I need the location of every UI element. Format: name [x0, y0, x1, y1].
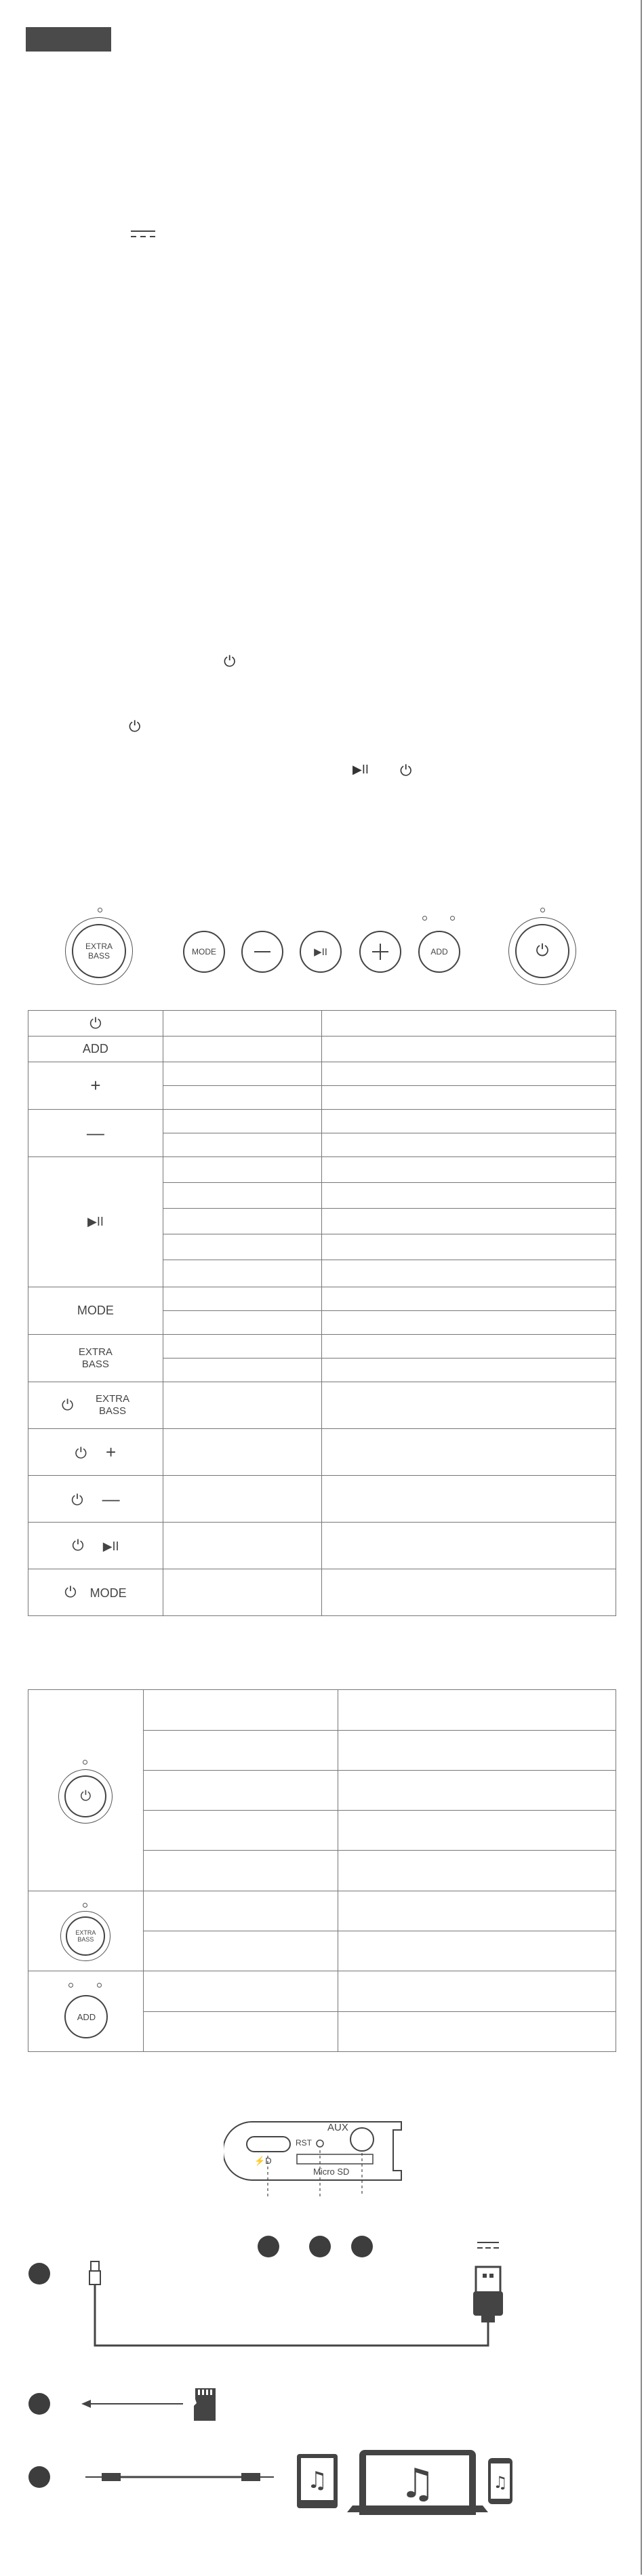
extra-bass-label-1: EXTRA — [75, 1929, 96, 1936]
table-row — [28, 1891, 616, 1931]
table-row — [28, 1287, 616, 1311]
table-cell-button — [28, 1891, 144, 1971]
table-cell — [321, 1157, 616, 1183]
aux-label: AUX — [327, 2122, 348, 2133]
table-cell — [321, 1569, 616, 1616]
play-pause-icon: ▶II — [314, 946, 327, 958]
play-pause-button[interactable] — [300, 931, 342, 973]
table-cell — [338, 1971, 616, 2012]
extra-bass-button[interactable] — [72, 924, 126, 978]
led-indicator-table — [28, 1689, 616, 2052]
table-cell — [143, 1731, 338, 1771]
table-cell — [338, 1771, 616, 1811]
table-cell — [321, 1359, 616, 1382]
micro-sd-insert-diagram — [81, 2383, 230, 2423]
play-pause-icon: ▶II — [353, 763, 369, 776]
table-cell-button — [28, 1157, 163, 1287]
indicator-led — [450, 916, 455, 921]
table-cell-button — [28, 1429, 163, 1476]
table-cell-button — [28, 1690, 144, 1891]
power-icon: ⏻ — [400, 762, 412, 779]
table-row — [28, 1690, 616, 1731]
table-cell-button — [28, 1037, 163, 1062]
table-cell-button — [28, 1382, 163, 1429]
table-cell — [321, 1382, 616, 1429]
table-cell — [321, 1234, 616, 1260]
add-button[interactable] — [418, 931, 460, 973]
plus-icon: + — [90, 1075, 101, 1095]
table-cell — [163, 1037, 321, 1062]
play-pause-icon: ▶II — [102, 1539, 119, 1553]
table-row — [28, 1523, 616, 1569]
plus-icon — [372, 944, 388, 960]
table-cell — [338, 1811, 616, 1851]
indicator-led — [83, 1903, 87, 1908]
table-cell — [338, 1690, 616, 1731]
plus-icon: + — [106, 1441, 117, 1462]
usb-charging-diagram — [81, 2237, 515, 2359]
table-cell — [338, 1731, 616, 1771]
table-cell — [338, 1931, 616, 1971]
rst-label: RST — [296, 2138, 312, 2148]
table-cell — [163, 1476, 321, 1523]
extra-bass-button-diagram — [66, 1916, 105, 1956]
table-cell — [163, 1011, 321, 1037]
plus-button[interactable] — [359, 931, 401, 973]
table-row — [28, 1429, 616, 1476]
mode-button[interactable] — [183, 931, 225, 973]
play-pause-icon: ▶II — [87, 1215, 104, 1228]
svg-text:♫: ♫ — [493, 2473, 508, 2492]
table-cell — [143, 1690, 338, 1731]
table-cell — [321, 1183, 616, 1209]
extra-bass-label-1: EXTRA — [85, 942, 113, 951]
indicator-led — [83, 1760, 87, 1765]
step-marker-3 — [28, 2466, 50, 2488]
table-cell — [163, 1260, 321, 1287]
table-row — [28, 1382, 616, 1429]
table-row — [28, 1062, 616, 1086]
table-cell — [143, 1891, 338, 1931]
power-icon: ⏻ — [72, 1537, 84, 1554]
connection-panel-diagram — [224, 2115, 414, 2196]
table-cell-button — [28, 1971, 144, 2052]
power-icon: ⏻ — [75, 1444, 87, 1462]
dc-label: D — [265, 2156, 272, 2166]
table-cell — [163, 1183, 321, 1209]
table-cell — [321, 1086, 616, 1110]
table-cell — [321, 1287, 616, 1311]
table-cell-button — [28, 1335, 163, 1382]
table-cell — [163, 1287, 321, 1311]
table-cell — [163, 1209, 321, 1234]
table-row — [28, 1569, 616, 1616]
table-cell — [143, 2012, 338, 2052]
indicator-led — [97, 1983, 102, 1988]
table-cell — [321, 1429, 616, 1476]
table-cell-button — [28, 1287, 163, 1335]
table-row — [28, 1971, 616, 2012]
table-cell — [163, 1311, 321, 1335]
add-label: ADD — [77, 2011, 96, 2022]
extra-bass-label-2: BASS — [77, 1935, 94, 1943]
step-marker-1 — [28, 2263, 50, 2285]
power-icon: ⏻ — [224, 653, 236, 670]
power-icon: ⏻ — [89, 1014, 102, 1032]
svg-text:♫: ♫ — [306, 2467, 328, 2494]
table-cell — [321, 1335, 616, 1359]
header-bar — [26, 27, 111, 52]
table-cell-button — [28, 1569, 163, 1616]
indicator-led — [68, 1983, 73, 1988]
table-row — [28, 1157, 616, 1183]
table-cell — [321, 1133, 616, 1157]
power-button[interactable] — [515, 924, 569, 978]
power-button-diagram — [64, 1775, 106, 1817]
aux-connection-diagram — [81, 2447, 529, 2515]
table-cell-button — [28, 1062, 163, 1110]
table-cell — [321, 1062, 616, 1086]
table-cell — [163, 1133, 321, 1157]
power-icon: ⏻ — [536, 942, 549, 960]
table-cell — [163, 1062, 321, 1086]
functions-table — [28, 1010, 616, 1616]
table-row — [28, 1335, 616, 1359]
table-cell — [163, 1429, 321, 1476]
table-row — [28, 1476, 616, 1523]
micro-sd-label: Micro SD — [313, 2167, 350, 2177]
table-cell — [143, 1811, 338, 1851]
extra-bass-label-2: BASS — [87, 951, 110, 961]
table-cell — [321, 1260, 616, 1287]
table-cell — [163, 1569, 321, 1616]
table-cell — [321, 1011, 616, 1037]
table-cell — [143, 1851, 338, 1891]
minus-icon: — — [86, 1123, 104, 1143]
svg-text:♫: ♫ — [399, 2460, 436, 2508]
power-icon: ⏻ — [71, 1491, 83, 1508]
table-cell — [338, 1891, 616, 1931]
power-icon: ⏻ — [80, 1788, 92, 1804]
mode-label: MODE — [192, 947, 216, 957]
indicator-led — [98, 908, 102, 912]
table-cell — [163, 1110, 321, 1133]
extra-bass-label-1: EXTRA — [78, 1346, 113, 1358]
dc-power-symbol — [130, 229, 156, 239]
table-cell — [163, 1086, 321, 1110]
power-icon: ⏻ — [64, 1584, 77, 1601]
power-icon: ⏻ — [61, 1396, 74, 1413]
table-cell-button — [28, 1110, 163, 1157]
minus-button[interactable] — [241, 931, 283, 973]
table-cell — [321, 1476, 616, 1523]
minus-icon — [254, 950, 270, 953]
table-cell — [163, 1359, 321, 1382]
table-row — [28, 1011, 616, 1037]
table-cell — [163, 1157, 321, 1183]
add-label: ADD — [82, 1042, 108, 1055]
table-cell — [163, 1523, 321, 1569]
table-cell — [163, 1382, 321, 1429]
table-cell — [143, 1971, 338, 2012]
step-marker-2 — [28, 2393, 50, 2415]
table-cell-button — [28, 1523, 163, 1569]
table-cell — [143, 1771, 338, 1811]
extra-bass-label-2: BASS — [98, 1405, 126, 1417]
add-label: ADD — [430, 947, 448, 957]
table-row — [28, 1037, 616, 1062]
table-cell — [321, 1523, 616, 1569]
mode-label: MODE — [77, 1304, 114, 1317]
table-cell — [321, 1110, 616, 1133]
mode-label: MODE — [89, 1586, 127, 1600]
table-cell — [163, 1335, 321, 1359]
indicator-led — [540, 908, 545, 912]
table-cell — [338, 1851, 616, 1891]
table-cell — [321, 1037, 616, 1062]
extra-bass-label-2: BASS — [81, 1358, 109, 1370]
table-cell-button — [28, 1011, 163, 1037]
add-button-diagram — [64, 1995, 108, 2038]
table-cell — [143, 1931, 338, 1971]
indicator-led — [422, 916, 427, 921]
table-cell — [163, 1234, 321, 1260]
table-cell — [338, 2012, 616, 2052]
table-cell — [321, 1209, 616, 1234]
power-icon: ⏻ — [129, 718, 141, 735]
minus-icon: — — [102, 1488, 120, 1509]
table-cell — [321, 1311, 616, 1335]
table-cell-button — [28, 1476, 163, 1523]
extra-bass-label-1: EXTRA — [95, 1393, 129, 1405]
table-row — [28, 1110, 616, 1133]
dc-in-label: ⚡D — [254, 2156, 272, 2166]
